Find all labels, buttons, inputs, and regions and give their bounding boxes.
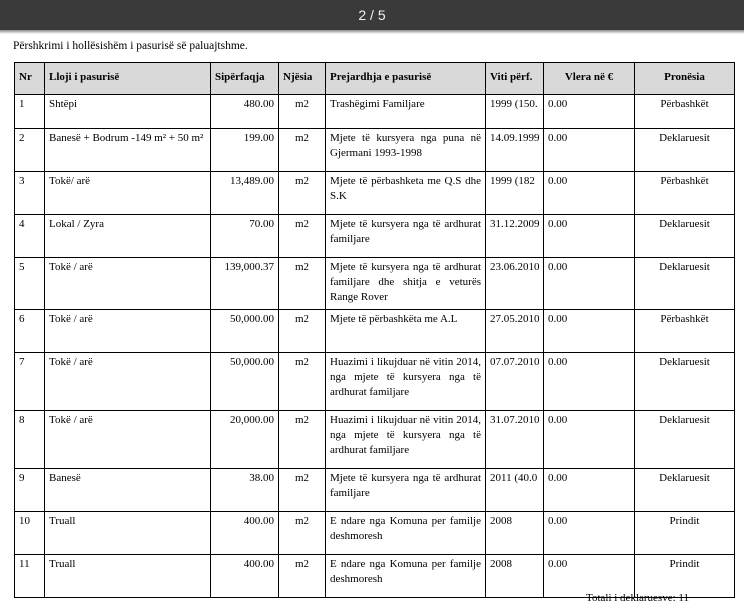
- table-row: [15, 411, 735, 469]
- cell-nr: 4: [15, 215, 45, 258]
- cell-nr: 5: [15, 258, 45, 310]
- cell-nr: 1: [15, 95, 45, 129]
- cell-year: 1999 (182: [486, 172, 544, 215]
- cell-nr: 8: [15, 411, 45, 469]
- section-caption: Përshkrimi i hollësishëm i pasurisë së paluajtshme.: [13, 40, 248, 52]
- cell-area: 38.00: [211, 469, 279, 512]
- header-unit: Njësia: [279, 63, 326, 95]
- cell-unit: m2: [279, 129, 326, 172]
- cell-type: Tokë / arë: [45, 258, 211, 310]
- cell-year: 2008: [486, 555, 544, 598]
- cell-type: Banesë + Bodrum -149 m² + 50 m²: [45, 129, 211, 172]
- header-area: Sipërfaqja: [211, 63, 279, 95]
- cell-value: 0.00: [544, 310, 635, 353]
- cell-source: Huazimi i likujduar në vitin 2014, nga mjete të kursyera nga të ardhurat familjare: [326, 411, 486, 469]
- cell-value: 0.00: [544, 353, 635, 411]
- table-row: [15, 129, 735, 172]
- header-type: Lloji i pasurisë: [45, 63, 211, 95]
- cell-nr: 3: [15, 172, 45, 215]
- cell-nr: 7: [15, 353, 45, 411]
- cell-area: 20,000.00: [211, 411, 279, 469]
- cell-type: Shtëpi: [45, 95, 211, 129]
- cell-source: Mjete të kursyera nga të ardhurat familjare: [326, 469, 486, 512]
- cell-source: E ndare nga Komuna per familje deshmoresh: [326, 555, 486, 598]
- cell-owner: Prindit: [635, 512, 735, 555]
- header-owner: Pronësia: [635, 63, 735, 95]
- cell-unit: m2: [279, 172, 326, 215]
- cell-value: 0.00: [544, 411, 635, 469]
- header-value: Vlera në €: [544, 63, 635, 95]
- table-row: [15, 258, 735, 310]
- cell-source: Mjete të kursyera nga të ardhurat familjare: [326, 215, 486, 258]
- cell-value: 0.00: [544, 215, 635, 258]
- cell-value: 0.00: [544, 129, 635, 172]
- cell-year: 31.07.2010: [486, 411, 544, 469]
- cell-owner: Deklaruesit: [635, 353, 735, 411]
- cell-type: Banesë: [45, 469, 211, 512]
- cell-area: 50,000.00: [211, 353, 279, 411]
- header-source: Prejardhja e pasurisë: [326, 63, 486, 95]
- cell-source: Mjete të përbashkëta me A.L: [326, 310, 486, 353]
- cell-nr: 6: [15, 310, 45, 353]
- cell-unit: m2: [279, 353, 326, 411]
- cell-source: Mjete të përbashketa me Q.S dhe S.K: [326, 172, 486, 215]
- cell-area: 199.00: [211, 129, 279, 172]
- cell-type: Lokal / Zyra: [45, 215, 211, 258]
- table-row: [15, 172, 735, 215]
- cell-value: 0.00: [544, 95, 635, 129]
- cell-nr: 9: [15, 469, 45, 512]
- cell-value: 0.00: [544, 555, 635, 598]
- cell-unit: m2: [279, 512, 326, 555]
- cell-year: 1999 (150.: [486, 95, 544, 129]
- cell-area: 400.00: [211, 512, 279, 555]
- table-header-row: [15, 63, 735, 95]
- table-row: [15, 215, 735, 258]
- cell-source: Mjete të kursyera nga puna në Gjermani 1993-1998: [326, 129, 486, 172]
- cell-year: 27.05.2010: [486, 310, 544, 353]
- header-nr: Nr: [15, 63, 45, 95]
- cell-area: 480.00: [211, 95, 279, 129]
- cell-value: 0.00: [544, 258, 635, 310]
- header-year: Viti përf.: [486, 63, 544, 95]
- cell-type: Truall: [45, 512, 211, 555]
- cell-type: Tokë / arë: [45, 353, 211, 411]
- page-indicator: 2 / 5: [358, 7, 386, 23]
- cell-source: Mjete të kursyera nga të ardhurat familjare dhe shitja e veturës Range Rover: [326, 258, 486, 310]
- cell-source: Huazimi i likujduar në vitin 2014, nga mjete të kursyera nga të ardhurat familjare: [326, 353, 486, 411]
- cell-area: 400.00: [211, 555, 279, 598]
- cell-owner: Përbashkët: [635, 95, 735, 129]
- cell-owner: Prindit: [635, 555, 735, 598]
- cell-source: E ndare nga Komuna per familje deshmoresh: [326, 512, 486, 555]
- cell-unit: m2: [279, 411, 326, 469]
- cell-type: Tokë / arë: [45, 411, 211, 469]
- cell-value: 0.00: [544, 469, 635, 512]
- pdf-viewer-toolbar: [0, 0, 744, 30]
- cell-type: Tokë / arë: [45, 310, 211, 353]
- cell-year: 23.06.2010: [486, 258, 544, 310]
- table-row: [15, 353, 735, 411]
- cell-unit: m2: [279, 258, 326, 310]
- cell-unit: m2: [279, 310, 326, 353]
- footer-total: Totali i deklaruesve: 11: [586, 592, 689, 602]
- cell-owner: Deklaruesit: [635, 469, 735, 512]
- cell-source: Trashëgimi Familjare: [326, 95, 486, 129]
- cell-owner: Deklaruesit: [635, 411, 735, 469]
- cell-unit: m2: [279, 215, 326, 258]
- table-row: [15, 469, 735, 512]
- immovable-assets-table: [14, 62, 735, 598]
- cell-area: 70.00: [211, 215, 279, 258]
- cell-year: 14.09.1999: [486, 129, 544, 172]
- cell-year: 07.07.2010: [486, 353, 544, 411]
- cell-year: 2011 (40.0: [486, 469, 544, 512]
- cell-value: 0.00: [544, 172, 635, 215]
- table-row: [15, 512, 735, 555]
- cell-type: Truall: [45, 555, 211, 598]
- cell-owner: Deklaruesit: [635, 215, 735, 258]
- cell-owner: Përbashkët: [635, 172, 735, 215]
- cell-year: 2008: [486, 512, 544, 555]
- cell-owner: Përbashkët: [635, 310, 735, 353]
- table-row: [15, 95, 735, 129]
- cell-area: 139,000.37: [211, 258, 279, 310]
- cell-nr: 10: [15, 512, 45, 555]
- cell-year: 31.12.2009: [486, 215, 544, 258]
- cell-owner: Deklaruesit: [635, 129, 735, 172]
- cell-area: 13,489.00: [211, 172, 279, 215]
- table-row: [15, 310, 735, 353]
- cell-nr: 2: [15, 129, 45, 172]
- cell-value: 0.00: [544, 512, 635, 555]
- cell-unit: m2: [279, 469, 326, 512]
- cell-nr: 11: [15, 555, 45, 598]
- toolbar-shadow: [0, 30, 744, 34]
- cell-unit: m2: [279, 95, 326, 129]
- cell-area: 50,000.00: [211, 310, 279, 353]
- cell-owner: Deklaruesit: [635, 258, 735, 310]
- cell-unit: m2: [279, 555, 326, 598]
- cell-type: Tokë/ arë: [45, 172, 211, 215]
